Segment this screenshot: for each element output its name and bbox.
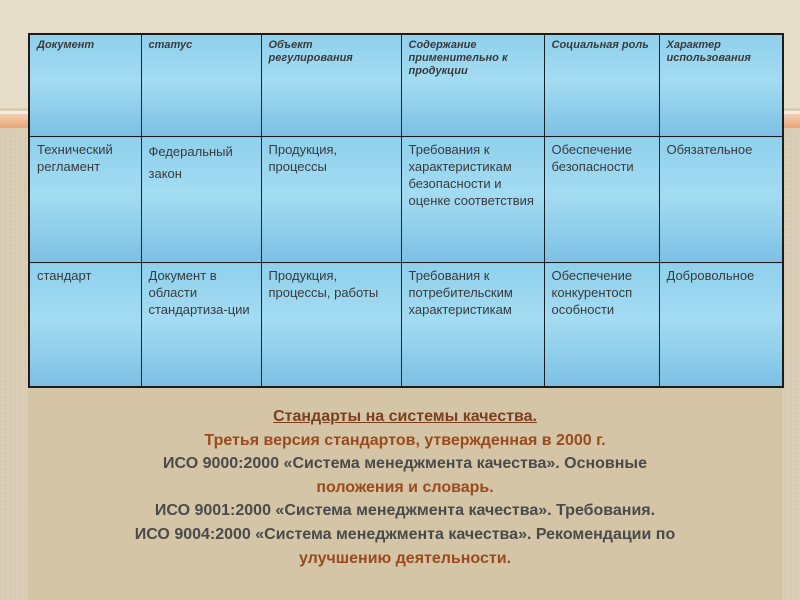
table-row [29, 263, 783, 388]
table-cell: Требования к характеристикам безопасности и оценке соответствия [401, 137, 544, 263]
caption-version: Третья версия стандартов, утвержденная в 2000 г. [204, 431, 606, 449]
table-cell: Добровольное [659, 263, 783, 388]
table-cell: стандарт [29, 263, 141, 388]
caption-iso9001: ИСО 9001:2000 «Система менеджмента качества». Требования. [154, 502, 656, 520]
header-cell: Содержание применительно к продукции [401, 34, 544, 137]
header-cell: статус [141, 34, 261, 137]
table-cell: Технический регламент [29, 137, 141, 263]
caption-block [28, 405, 782, 570]
standards-table [28, 33, 784, 388]
table-cell: Федеральный закон [141, 137, 261, 263]
table-cell: Продукция, процессы, работы [261, 263, 401, 388]
header-cell: Характер использования [659, 34, 783, 137]
table-row [29, 137, 783, 263]
table-cell: Обязательное [659, 137, 783, 263]
table-cell: Обеспечение конкурентосп особности [544, 263, 659, 388]
table-cell: Требования к потребительским характеристикам [401, 263, 544, 388]
caption-iso9000-b: положения и словарь. [316, 478, 494, 496]
caption-iso9004-a: ИСО 9004:2000 «Система менеджмента качества». Рекомендации по [134, 525, 676, 543]
header-cell: Документ [29, 34, 141, 137]
standards-table-container [28, 33, 782, 383]
table-header-row [29, 34, 783, 137]
table-cell: Документ в области стандартиза-ции [141, 263, 261, 388]
table-cell: Продукция, процессы [261, 137, 401, 263]
caption-iso9000-a: ИСО 9000:2000 «Система менеджмента качества». Основные [163, 455, 647, 473]
header-cell: Социальная роль [544, 34, 659, 137]
table-cell: Обеспечение безопасности [544, 137, 659, 263]
caption-iso9004-b: улучшению деятельности. [298, 549, 512, 567]
header-cell: Объект регулирования [261, 34, 401, 137]
caption-title-link[interactable]: Стандарты на системы качества. [273, 408, 537, 425]
